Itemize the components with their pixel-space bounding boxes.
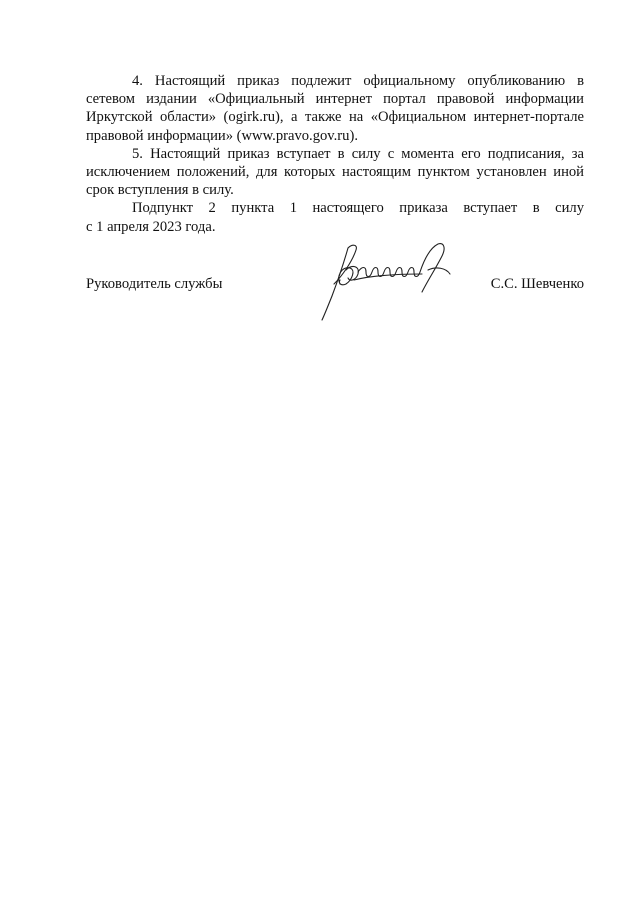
handwritten-signature	[318, 240, 468, 322]
signatory-position: Руководитель службы	[86, 276, 223, 292]
paragraph-subclause: Подпункт 2 пункта 1 настоящего приказа вступает в силу	[132, 200, 584, 217]
paragraph-subclause-date: с 1 апреля 2023 года.	[86, 218, 216, 235]
paragraph-publication: 4. Настоящий приказ подлежит официальному опубликованию в сетевом издании «Официальный интернет портал правовой информации Иркутской области» (ogirk.ru), а также на «Официальном интернет-портале правовой информации» (www.pravo.gov.ru).	[86, 73, 584, 144]
paragraph-entry-into-force: 5. Настоящий приказ вступает в силу с момента его подписания, за исключением положений, для которых настоящим пунктом установлен иной срок вступления в силу.	[86, 145, 584, 199]
signatory-name: С.С. Шевченко	[490, 276, 584, 292]
document-body	[86, 72, 584, 236]
